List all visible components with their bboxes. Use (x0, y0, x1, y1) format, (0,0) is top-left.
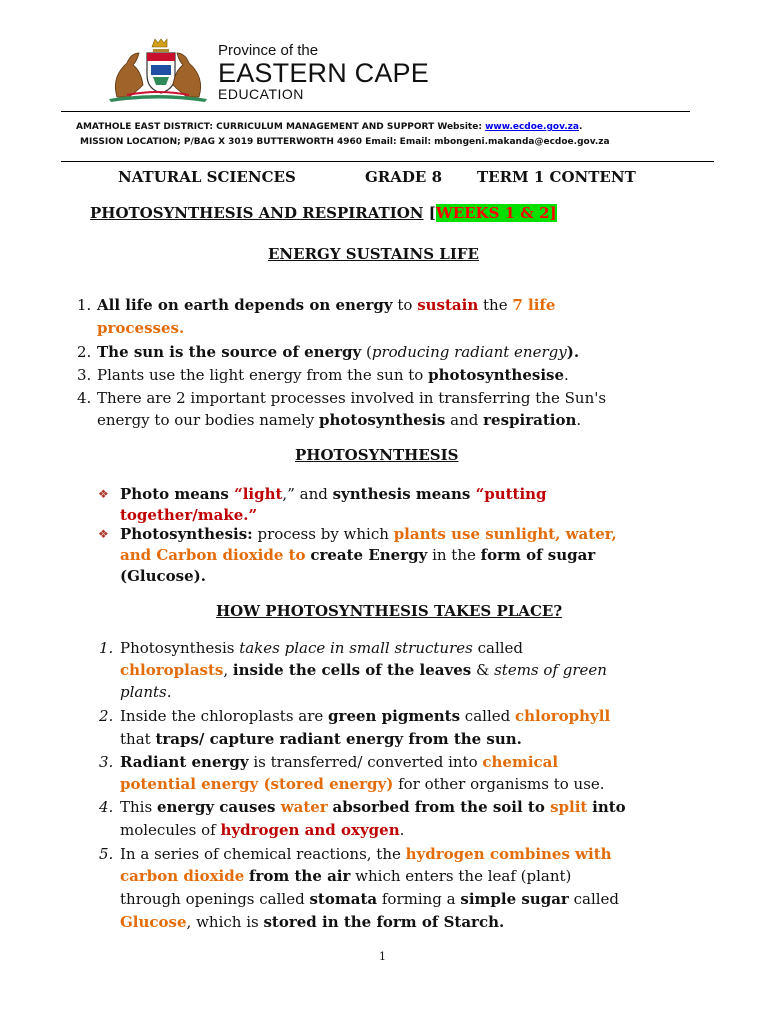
text-run: and (445, 411, 484, 429)
text-run: The sun is the source of energy (97, 343, 362, 361)
text-run: Inside the chloroplasts are (120, 707, 329, 725)
text-run: photosynthesis (319, 411, 446, 429)
text-run: plants use sunlight, water, (393, 525, 617, 543)
text-run: traps/ capture radiant energy from the sun. (155, 730, 522, 748)
text-run: inside the cells of the leaves (232, 661, 472, 679)
province-line2: EASTERN CAPE (218, 58, 429, 88)
district-line-suffix: . (578, 122, 583, 132)
text-run: , which is (186, 913, 264, 931)
bullet-line (120, 525, 617, 543)
mission-line: MISSION LOCATION; P/BAG X 3019 BUTTERWORTH 4960 Email: Email: mbongeni.makanda@ecdoe.gov.za (80, 137, 610, 147)
text-run: form of sugar (480, 546, 596, 564)
diamond-bullet-icon: ❖ (98, 527, 109, 541)
section-heading-how: HOW PHOTOSYNTHESIS TAKES PLACE? (216, 602, 563, 620)
province-line1: Province of the (218, 42, 319, 59)
text-run: chloroplasts (120, 661, 224, 679)
text-run: “light (234, 485, 283, 503)
text-run: stomata (309, 890, 378, 908)
text-run: through openings called (120, 890, 310, 908)
text-run: from the air (249, 867, 351, 885)
text-run: the (478, 296, 513, 314)
text-run: green pigments (328, 707, 461, 725)
list-number: 1. (99, 639, 114, 657)
list-item-line (120, 707, 610, 725)
section-heading-photosynthesis: PHOTOSYNTHESIS (295, 446, 459, 464)
list-number: 4. (77, 389, 92, 407)
list-item-line (120, 867, 571, 885)
text-run: that (120, 730, 156, 748)
list-item-line (97, 366, 569, 384)
text-run: Photosynthesis: (120, 525, 253, 543)
text-run: This (120, 798, 157, 816)
text-run: & (471, 661, 495, 679)
text-run: in the (427, 546, 481, 564)
text-run: Photo means (120, 485, 235, 503)
text-run: hydrogen combines with (405, 845, 612, 863)
text-run: to (392, 296, 418, 314)
text-run: water (280, 798, 328, 816)
text-run: plants (120, 683, 167, 701)
bullet-line (120, 506, 257, 524)
text-run: energy causes (156, 798, 281, 816)
district-line-prefix: AMATHOLE EAST DISTRICT: CURRICULUM MANAGEMENT AND SUPPORT Website: (76, 122, 486, 132)
list-item-line (97, 389, 606, 407)
bullet-line (120, 546, 595, 564)
list-item-line (97, 319, 184, 337)
list-item-line (120, 775, 605, 793)
text-run: chemical (482, 753, 559, 771)
list-number: 4. (99, 798, 114, 816)
text-run: Radiant energy (120, 753, 249, 771)
topic-heading (90, 204, 557, 222)
text-run: . (399, 821, 405, 839)
text-run: “putting (475, 485, 547, 503)
list-number: 3. (99, 753, 114, 771)
text-run: . (576, 411, 582, 429)
district-line (76, 122, 582, 132)
list-item-line (120, 821, 404, 839)
text-run: simple sugar (460, 890, 569, 908)
list-item-line (120, 913, 504, 931)
text-run: stored in the form of Starch. (263, 913, 505, 931)
text-run: ). (566, 343, 580, 361)
text-run: ( (361, 343, 372, 361)
text-run: In a series of chemical reactions, the (120, 845, 406, 863)
text-run: split (550, 798, 588, 816)
list-item-line (97, 296, 555, 314)
topic-title: PHOTOSYNTHESIS AND RESPIRATION (90, 204, 424, 222)
text-run: forming a (377, 890, 461, 908)
text-run: synthesis means (332, 485, 476, 503)
text-run: called (472, 639, 524, 657)
text-run: for other organisms to use. (393, 775, 605, 793)
text-run: stems of green (494, 661, 607, 679)
province-line3: EDUCATION (218, 86, 304, 102)
list-item-line (120, 753, 558, 771)
list-item-line (97, 343, 579, 361)
text-run: producing radiant energy (371, 343, 567, 361)
list-number: 2. (77, 343, 92, 361)
text-run: takes place in small structures (239, 639, 473, 657)
text-run: There are 2 important processes involved in transferring the Sun's (97, 389, 607, 407)
text-run: into (592, 798, 626, 816)
grade-heading: GRADE 8 (365, 168, 443, 186)
subject-heading: NATURAL SCIENCES (118, 168, 296, 186)
text-run: hydrogen and oxygen (220, 821, 400, 839)
text-run: ,” and (282, 485, 333, 503)
text-run: , (223, 661, 233, 679)
text-run: is transferred/ converted into (248, 753, 483, 771)
text-run: respiration (483, 411, 577, 429)
text-run: 7 life (512, 296, 556, 314)
text-run: . (564, 366, 569, 384)
bullet-line (120, 567, 206, 585)
section-heading-energy: ENERGY SUSTAINS LIFE (268, 245, 479, 263)
weeks-highlight: WEEKS 1 & 2] (435, 204, 557, 222)
text-run: and Carbon dioxide to (120, 546, 306, 564)
list-item-line (97, 411, 581, 429)
term-heading: TERM 1 CONTENT (477, 168, 636, 186)
text-run: which enters the leaf (plant) (350, 867, 572, 885)
province-branding (218, 43, 429, 102)
text-run: processes. (97, 319, 185, 337)
text-run: called (460, 707, 515, 725)
list-item-line (120, 683, 172, 701)
text-run: photosynthesise (428, 366, 565, 384)
bullet-line (120, 485, 547, 503)
diamond-bullet-icon: ❖ (98, 487, 109, 501)
header-divider-bottom (61, 161, 714, 162)
text-run: create Energy (310, 546, 428, 564)
list-item-line (120, 730, 522, 748)
text-run: called (568, 890, 620, 908)
text-run: Photosynthesis (120, 639, 240, 657)
text-run: Glucose (120, 913, 187, 931)
text-run: energy to our bodies namely (97, 411, 320, 429)
list-number: 1. (77, 296, 92, 314)
text-run: together/make.” (120, 506, 258, 524)
text-run: sustain (417, 296, 479, 314)
topic-bracket: [ (423, 204, 436, 222)
text-run: carbon dioxide (120, 867, 245, 885)
list-item-line (120, 890, 619, 908)
list-number: 5. (99, 845, 114, 863)
page-number: 1 (379, 950, 386, 963)
list-number: 3. (77, 366, 92, 384)
list-item-line (120, 661, 607, 679)
text-run: All life on earth depends on energy (97, 296, 393, 314)
list-item-line (120, 639, 523, 657)
text-run: (Glucose). (120, 567, 206, 585)
text-run: chlorophyll (515, 707, 611, 725)
text-run: Plants use the light energy from the sun to (97, 366, 429, 384)
website-link[interactable]: www.ecdoe.gov.za (485, 122, 579, 132)
list-item-line (120, 845, 612, 863)
text-run: process by which (252, 525, 394, 543)
list-number: 2. (99, 707, 114, 725)
coat-of-arms-logo (103, 37, 213, 103)
text-run: molecules of (120, 821, 221, 839)
header-divider-top (61, 111, 690, 112)
text-run: . (166, 683, 172, 701)
text-run: potential energy (stored energy) (120, 775, 394, 793)
list-item-line (120, 798, 626, 816)
text-run: absorbed from the soil to (332, 798, 551, 816)
